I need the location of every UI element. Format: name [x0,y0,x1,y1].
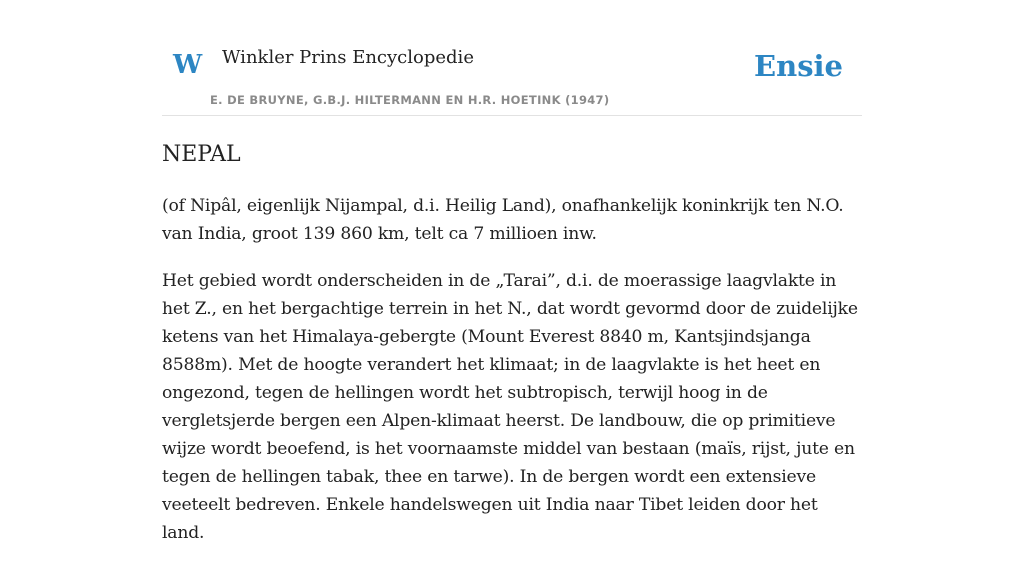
article-body [162,192,862,566]
page [162,0,862,543]
site-title-link[interactable]: Winkler Prins Encyclopedie [222,47,474,68]
article-title: NEPAL [162,142,241,167]
article-paragraph: (of Nipâl, eigenlijk Nijampal, d.i. Heilig Land), onafhankelijk koninkrijk ten N.O. van India, groot 139 860 km, telt ca 7 millioen inw. [162,196,844,244]
site-authors: E. DE BRUYNE, G.B.J. HILTERMANN EN H.R. HOETINK (1947) [210,93,610,107]
article-paragraph: Het gebied wordt onderscheiden in de „Tarai”, d.i. de moerassige laagvlakte in het Z., en het bergachtige terrein in het N., dat wordt gevormd door de zuidelijke ketens van het Himalaya-gebergte (Mount Everest 8840 m, Kantsjindsjanga 8588m). Met de hoogte verandert het klimaat; in de laagvlakte is het heet en ongezond, tegen de hellingen wordt het subtropisch, terwijl hoog in de vergletsjerde bergen een Alpen-klimaat heerst. De landbouw, die op primitieve wijze wordt beoefend, is het voornaamste middel van bestaan (maïs, rijst, jute en tegen de hellingen tabak, thee en tarwe). In de bergen wordt een extensieve veeteelt bedreven. Enkele handelswegen uit India naar Tibet leiden door het land. [162,271,858,543]
site-header [162,0,862,116]
site-logo[interactable]: W [173,50,203,80]
brand-logo[interactable]: Ensie [754,49,843,83]
